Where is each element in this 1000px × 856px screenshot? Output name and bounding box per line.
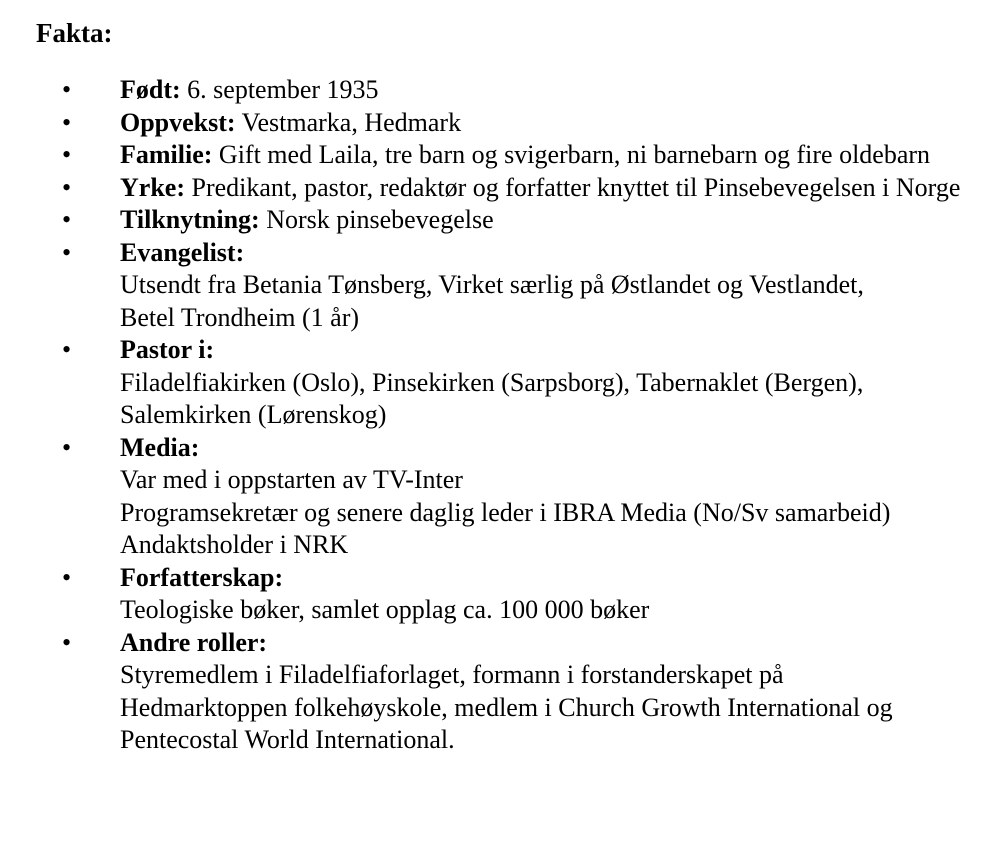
- list-item: [36, 172, 980, 205]
- fact-label: Oppvekst:: [120, 107, 236, 137]
- fact-line: Pentecostal World International.: [120, 725, 455, 754]
- list-item: [36, 204, 980, 237]
- fact-line: Styremedlem i Filadelfiaforlaget, formann i forstanderskapet på: [120, 660, 784, 689]
- fact-label: • Andre roller:: [120, 627, 268, 657]
- fact-value: Norsk pinsebevegelse: [266, 205, 494, 234]
- list-item: [36, 237, 980, 335]
- fact-label: • Forfatterskap:: [120, 562, 284, 592]
- fact-value: Gift med Laila, tre barn og svigerbarn, ni barnebarn og fire oldebarn: [218, 140, 931, 169]
- fact-label: Født:: [120, 75, 181, 104]
- fact-value: Predikant, pastor, redaktør og forfatter knyttet til Pinsebevegelsen i Norge: [191, 172, 961, 202]
- fact-line: Andaktsholder i NRK: [120, 530, 349, 559]
- fact-value: Vestmarka, Hedmark: [241, 107, 462, 137]
- fact-value: 6. september 1935: [187, 75, 379, 104]
- fact-label: • Media:: [120, 432, 200, 462]
- fact-label: Yrke:: [120, 172, 185, 202]
- facts-list: [36, 74, 980, 757]
- fact-line: Var med i oppstarten av TV-Inter: [120, 465, 463, 494]
- fact-label: • Pastor i:: [120, 335, 215, 364]
- list-item: [36, 334, 980, 432]
- fact-line: Filadelfiakirken (Oslo), Pinsekirken (Sarpsborg), Tabernaklet (Bergen),: [120, 367, 864, 397]
- fact-line: Programsekretær og senere daglig leder i IBRA Media (No/Sv samarbeid): [120, 497, 891, 527]
- fact-label: • Evangelist:: [120, 237, 245, 267]
- fact-line: Betel Trondheim (1 år): [120, 302, 360, 332]
- list-item: [36, 627, 980, 757]
- list-item: [36, 107, 980, 140]
- fact-line: Utsendt fra Betania Tønsberg, Virket særlig på Østlandet og Vestlandet,: [120, 270, 864, 299]
- fact-label: Familie:: [120, 140, 213, 169]
- fact-line: Teologiske bøker, samlet opplag ca. 100 000 bøker: [120, 595, 650, 624]
- list-item: [36, 562, 980, 627]
- fact-label: Tilknytning:: [120, 205, 260, 234]
- list-item: [36, 432, 980, 562]
- list-item: [36, 74, 980, 107]
- page-title: Fakta:: [36, 18, 113, 48]
- fact-line: Salemkirken (Lørenskog): [120, 400, 387, 429]
- fact-line: Hedmarktoppen folkehøyskole, medlem i Church Growth International og: [120, 692, 893, 722]
- list-item: [36, 139, 980, 172]
